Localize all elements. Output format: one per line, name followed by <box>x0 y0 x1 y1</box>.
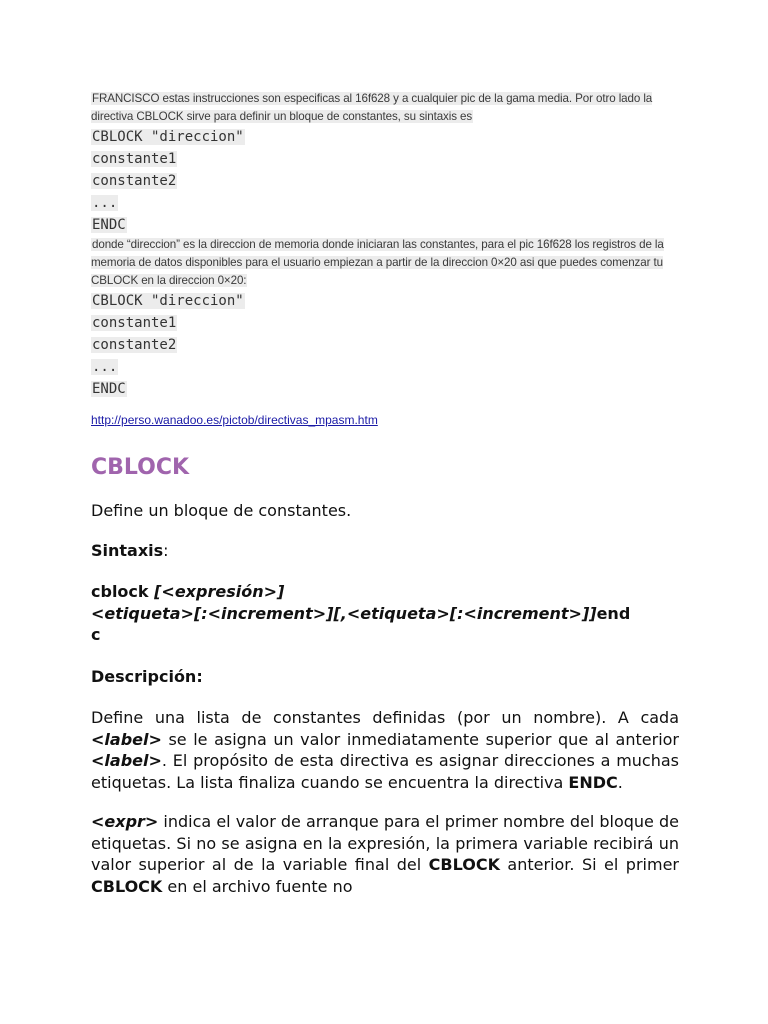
code-line: constante2 <box>92 173 177 189</box>
code-line: ENDC <box>92 217 126 233</box>
cblock-keyword: CBLOCK <box>91 876 163 896</box>
description-paragraph-1 <box>91 707 679 793</box>
label-token: <label> <box>91 751 162 770</box>
syntax-definition <box>91 581 679 646</box>
syntax-arg-labels: <etiqueta>[:<increment>][,<etiqueta>[:<increment>]] <box>91 603 597 623</box>
syntax-label-line <box>91 540 679 562</box>
cblock-keyword: CBLOCK <box>428 855 500 874</box>
description-paragraph-2 <box>91 811 679 897</box>
syntax-colon: : <box>163 540 169 560</box>
code-block-2 <box>91 290 679 400</box>
comment-intro <box>91 90 679 126</box>
syntax-label: Sintaxis <box>91 540 164 560</box>
desc2-text-b: anterior. Si el primer <box>499 855 679 874</box>
comment-middle-text: donde “direccion” es la direccion de memoria donde iniciaran las constantes, para el pic 16f628 los registros de la memoria de datos disponibles para el usuario empiezan a partir de la direccion 0×20 asi que puedes comenzar tu CBLOCK en la direccion 0×20: <box>91 238 664 287</box>
document-page <box>91 90 679 897</box>
comment-middle <box>91 236 679 290</box>
code-line: CBLOCK "direccion" <box>92 293 244 309</box>
desc1-text-a: Define una lista de constantes definidas (por un nombre). A cada <box>91 708 679 727</box>
label-token: <label> <box>91 729 162 749</box>
code-line: ... <box>92 359 118 375</box>
code-block-1 <box>91 126 679 236</box>
summary-text: Define un bloque de constantes. <box>91 501 352 520</box>
code-line: constante1 <box>92 315 177 331</box>
syntax-keyword: cblock <box>91 582 155 601</box>
code-line: constante1 <box>92 151 177 167</box>
syntax-keyword-end-tail: c <box>91 625 101 644</box>
code-line: ... <box>92 195 118 211</box>
syntax-arg-expression: [<expresión>] <box>154 582 285 601</box>
endc-keyword: ENDC <box>568 772 618 792</box>
desc1-text-b: se le asigna un valor inmediatamente superior que al anterior <box>161 729 679 749</box>
description-label: Descripción: <box>91 666 203 686</box>
syntax-keyword-end: end <box>596 603 631 623</box>
code-line: ENDC <box>92 381 126 397</box>
desc2-text-c: en el archivo fuente no <box>162 876 353 896</box>
code-line: constante2 <box>92 337 177 353</box>
reference-link[interactable]: http://perso.wanadoo.es/pictob/directivas_mpasm.htm <box>91 413 378 427</box>
desc1-text-c: . El propósito de esta directiva es asignar direcciones a muchas etiquetas. La lista finaliza cuando se encuentra la directiva <box>91 751 679 792</box>
section-title: CBLOCK <box>91 455 190 480</box>
expr-token: <expr> <box>91 812 159 831</box>
desc1-text-d: . <box>617 772 623 792</box>
desc2-text-a: indica el valor de arranque para el primer nombre del bloque de etiquetas. Si no se asigna en la expresión, la primera variable recibirá un valor superior al de la variable final del <box>91 812 679 874</box>
code-line: CBLOCK "direccion" <box>92 129 244 145</box>
comment-intro-text: FRANCISCO estas instrucciones son especificas al 16f628 y a cualquier pic de la gama media. Por otro lado la directiva CBLOCK sirve para definir un bloque de constantes, su sintaxis es <box>91 92 653 123</box>
